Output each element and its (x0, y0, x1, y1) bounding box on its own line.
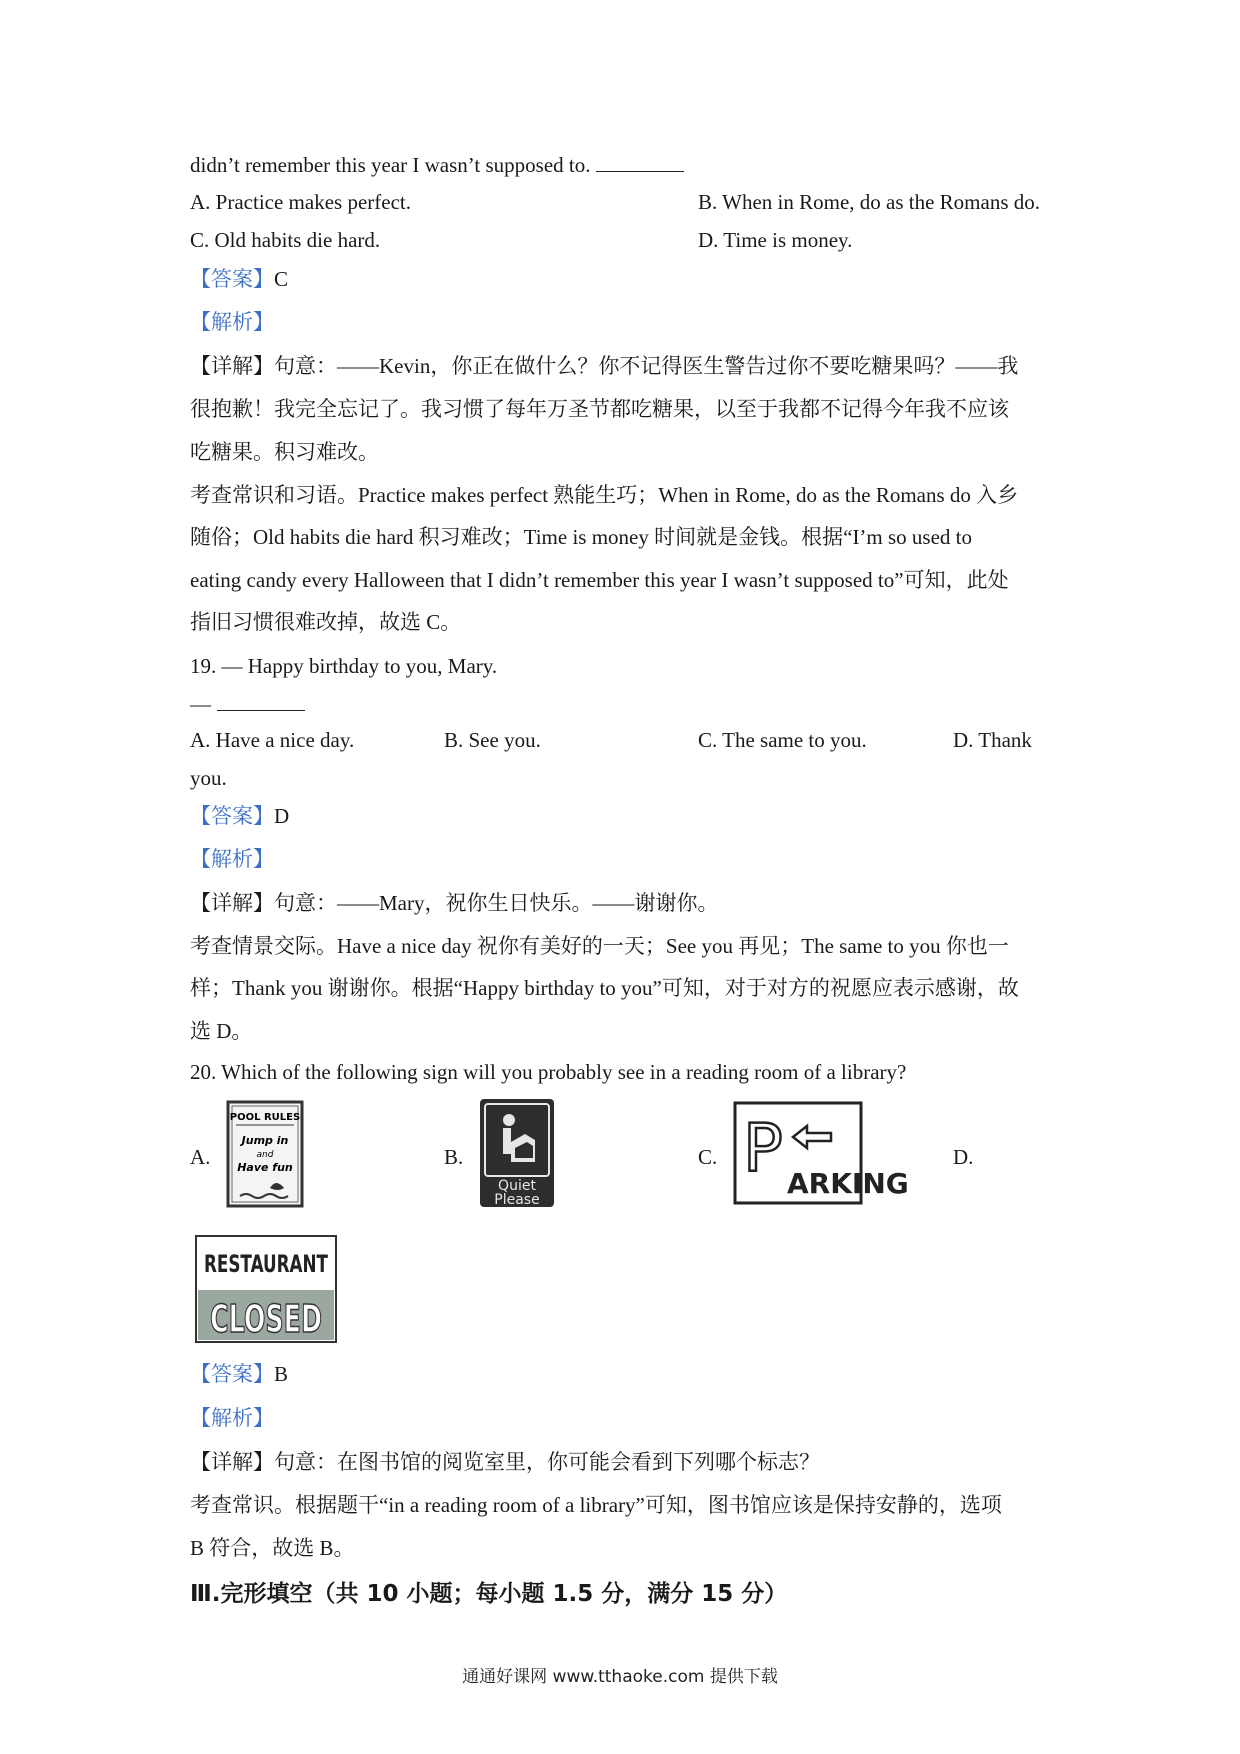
q19-option-d: D. Thank (953, 728, 1032, 752)
q18-detail-line-3: 吃糖果。积习难改。 (190, 440, 379, 464)
q18-option-d: D. Time is money. (698, 228, 853, 252)
q18-answer (190, 264, 288, 294)
pool-rules-line4: Have fun (237, 1161, 293, 1174)
q20-detail: 【详解】句意：在图书馆的阅览室里，你可能会看到下列哪个标志？ (190, 1450, 820, 1474)
section-heading: Ⅲ.完形填空（共 10 小题；每小题 1.5 分，满分 15 分） (190, 1581, 788, 1607)
q18-option-c: C. Old habits die hard. (190, 228, 381, 252)
q20-explain-line-2: B 符合，故选 B。 (190, 1536, 355, 1560)
q18-detail-line-1: 【详解】句意：——Kevin，你正在做什么？你不记得医生警告过你不要吃糖果吗？——我 (190, 354, 1019, 378)
q19-option-d-cont: you. (190, 766, 227, 790)
q19-explain-line-3: 选 D。 (190, 1019, 253, 1043)
q18-option-a: A. Practice makes perfect. (190, 190, 411, 214)
closed-text: CLOSED (210, 1297, 322, 1341)
q18-explain-line-4: 指旧习惯很难改掉，故选 C。 (190, 610, 462, 634)
pool-rules-line2: Jump in (241, 1134, 289, 1147)
q20-option-b-label: B. (444, 1145, 464, 1169)
pool-rules-line3: and (256, 1150, 274, 1160)
answer-tag: 【答案】 (190, 804, 274, 828)
q20-option-a-label: A. (190, 1145, 211, 1169)
q19-analysis-tag: 【解析】 (190, 847, 274, 871)
q19-explain-line-2: 样；Thank you 谢谢你。根据“Happy birthday to you”可知，对于对方的祝愿应表示感谢，故 (190, 976, 1019, 1000)
q19-reply: — (190, 689, 305, 719)
q18-explain-line-1: 考查常识和习语。Practice makes perfect 熟能生巧；When in Rome, do as the Romans do 入乡 (190, 483, 1019, 507)
quiet-text: Quiet (498, 1178, 536, 1194)
q19-option-b: B. See you. (444, 728, 541, 752)
answer-blank (596, 153, 684, 172)
q19-option-c: C. The same to you. (698, 728, 867, 752)
answer-value: C (274, 267, 289, 291)
quiet-please-sign (479, 1098, 555, 1208)
pool-rules-sign (226, 1100, 304, 1208)
q20-analysis-tag: 【解析】 (190, 1406, 274, 1430)
q18-explain-line-2: 随俗；Old habits die hard 积习难改；Time is money 时间就是金钱。根据“I’m so used to (190, 525, 973, 549)
q20-option-c-label: C. (698, 1145, 718, 1169)
q20-answer (190, 1359, 288, 1389)
q19-stem: 19. — Happy birthday to you, Mary. (190, 654, 498, 678)
q20-option-d-label: D. (953, 1145, 974, 1169)
pool-rules-title: POOL RULES (229, 1112, 301, 1123)
q18-detail-line-2: 很抱歉！我完全忘记了。我习惯了每年万圣节都吃糖果，以至于我都不记得今年我不应该 (190, 397, 1009, 421)
please-text: Please (494, 1192, 540, 1208)
q18-explain-line-3: eating candy every Halloween that I didn’t remember this year I wasn’t supposed to”可知，此处 (190, 568, 1009, 592)
parking-letter-p: P (743, 1110, 783, 1187)
q18-option-b: B. When in Rome, do as the Romans do. (698, 190, 1040, 214)
parking-word: ARKING (787, 1167, 909, 1200)
page-footer: 通通好课网 www.tthaoke.com 提供下载 (462, 1667, 778, 1687)
answer-tag: 【答案】 (190, 1362, 274, 1386)
restaurant-text: RESTAURANT (204, 1250, 329, 1278)
restaurant-closed-sign (194, 1234, 338, 1344)
answer-blank (217, 692, 305, 711)
q18-stem-end: didn’t remember this year I wasn’t supposed to. (190, 150, 684, 180)
reader-head-icon (503, 1114, 515, 1126)
answer-tag: 【答案】 (190, 267, 274, 291)
q19-answer (190, 801, 289, 831)
answer-value: B (274, 1362, 289, 1386)
q19-explain-line-1: 考查情景交际。Have a nice day 祝你有美好的一天；See you 再见；The same to you 你也一 (190, 934, 1009, 958)
q19-option-a: A. Have a nice day. (190, 728, 355, 752)
q19-detail: 【详解】句意：——Mary，祝你生日快乐。——谢谢你。 (190, 891, 719, 915)
q18-analysis-tag: 【解析】 (190, 310, 274, 334)
reader-body-icon (503, 1128, 511, 1154)
answer-value: D (274, 804, 290, 828)
q20-explain-line-1: 考查常识。根据题干“in a reading room of a library”可知，图书馆应该是保持安静的，选项 (190, 1493, 1002, 1517)
parking-sign (733, 1101, 909, 1205)
q20-stem: 20. Which of the following sign will you probably see in a reading room of a library? (190, 1060, 907, 1084)
